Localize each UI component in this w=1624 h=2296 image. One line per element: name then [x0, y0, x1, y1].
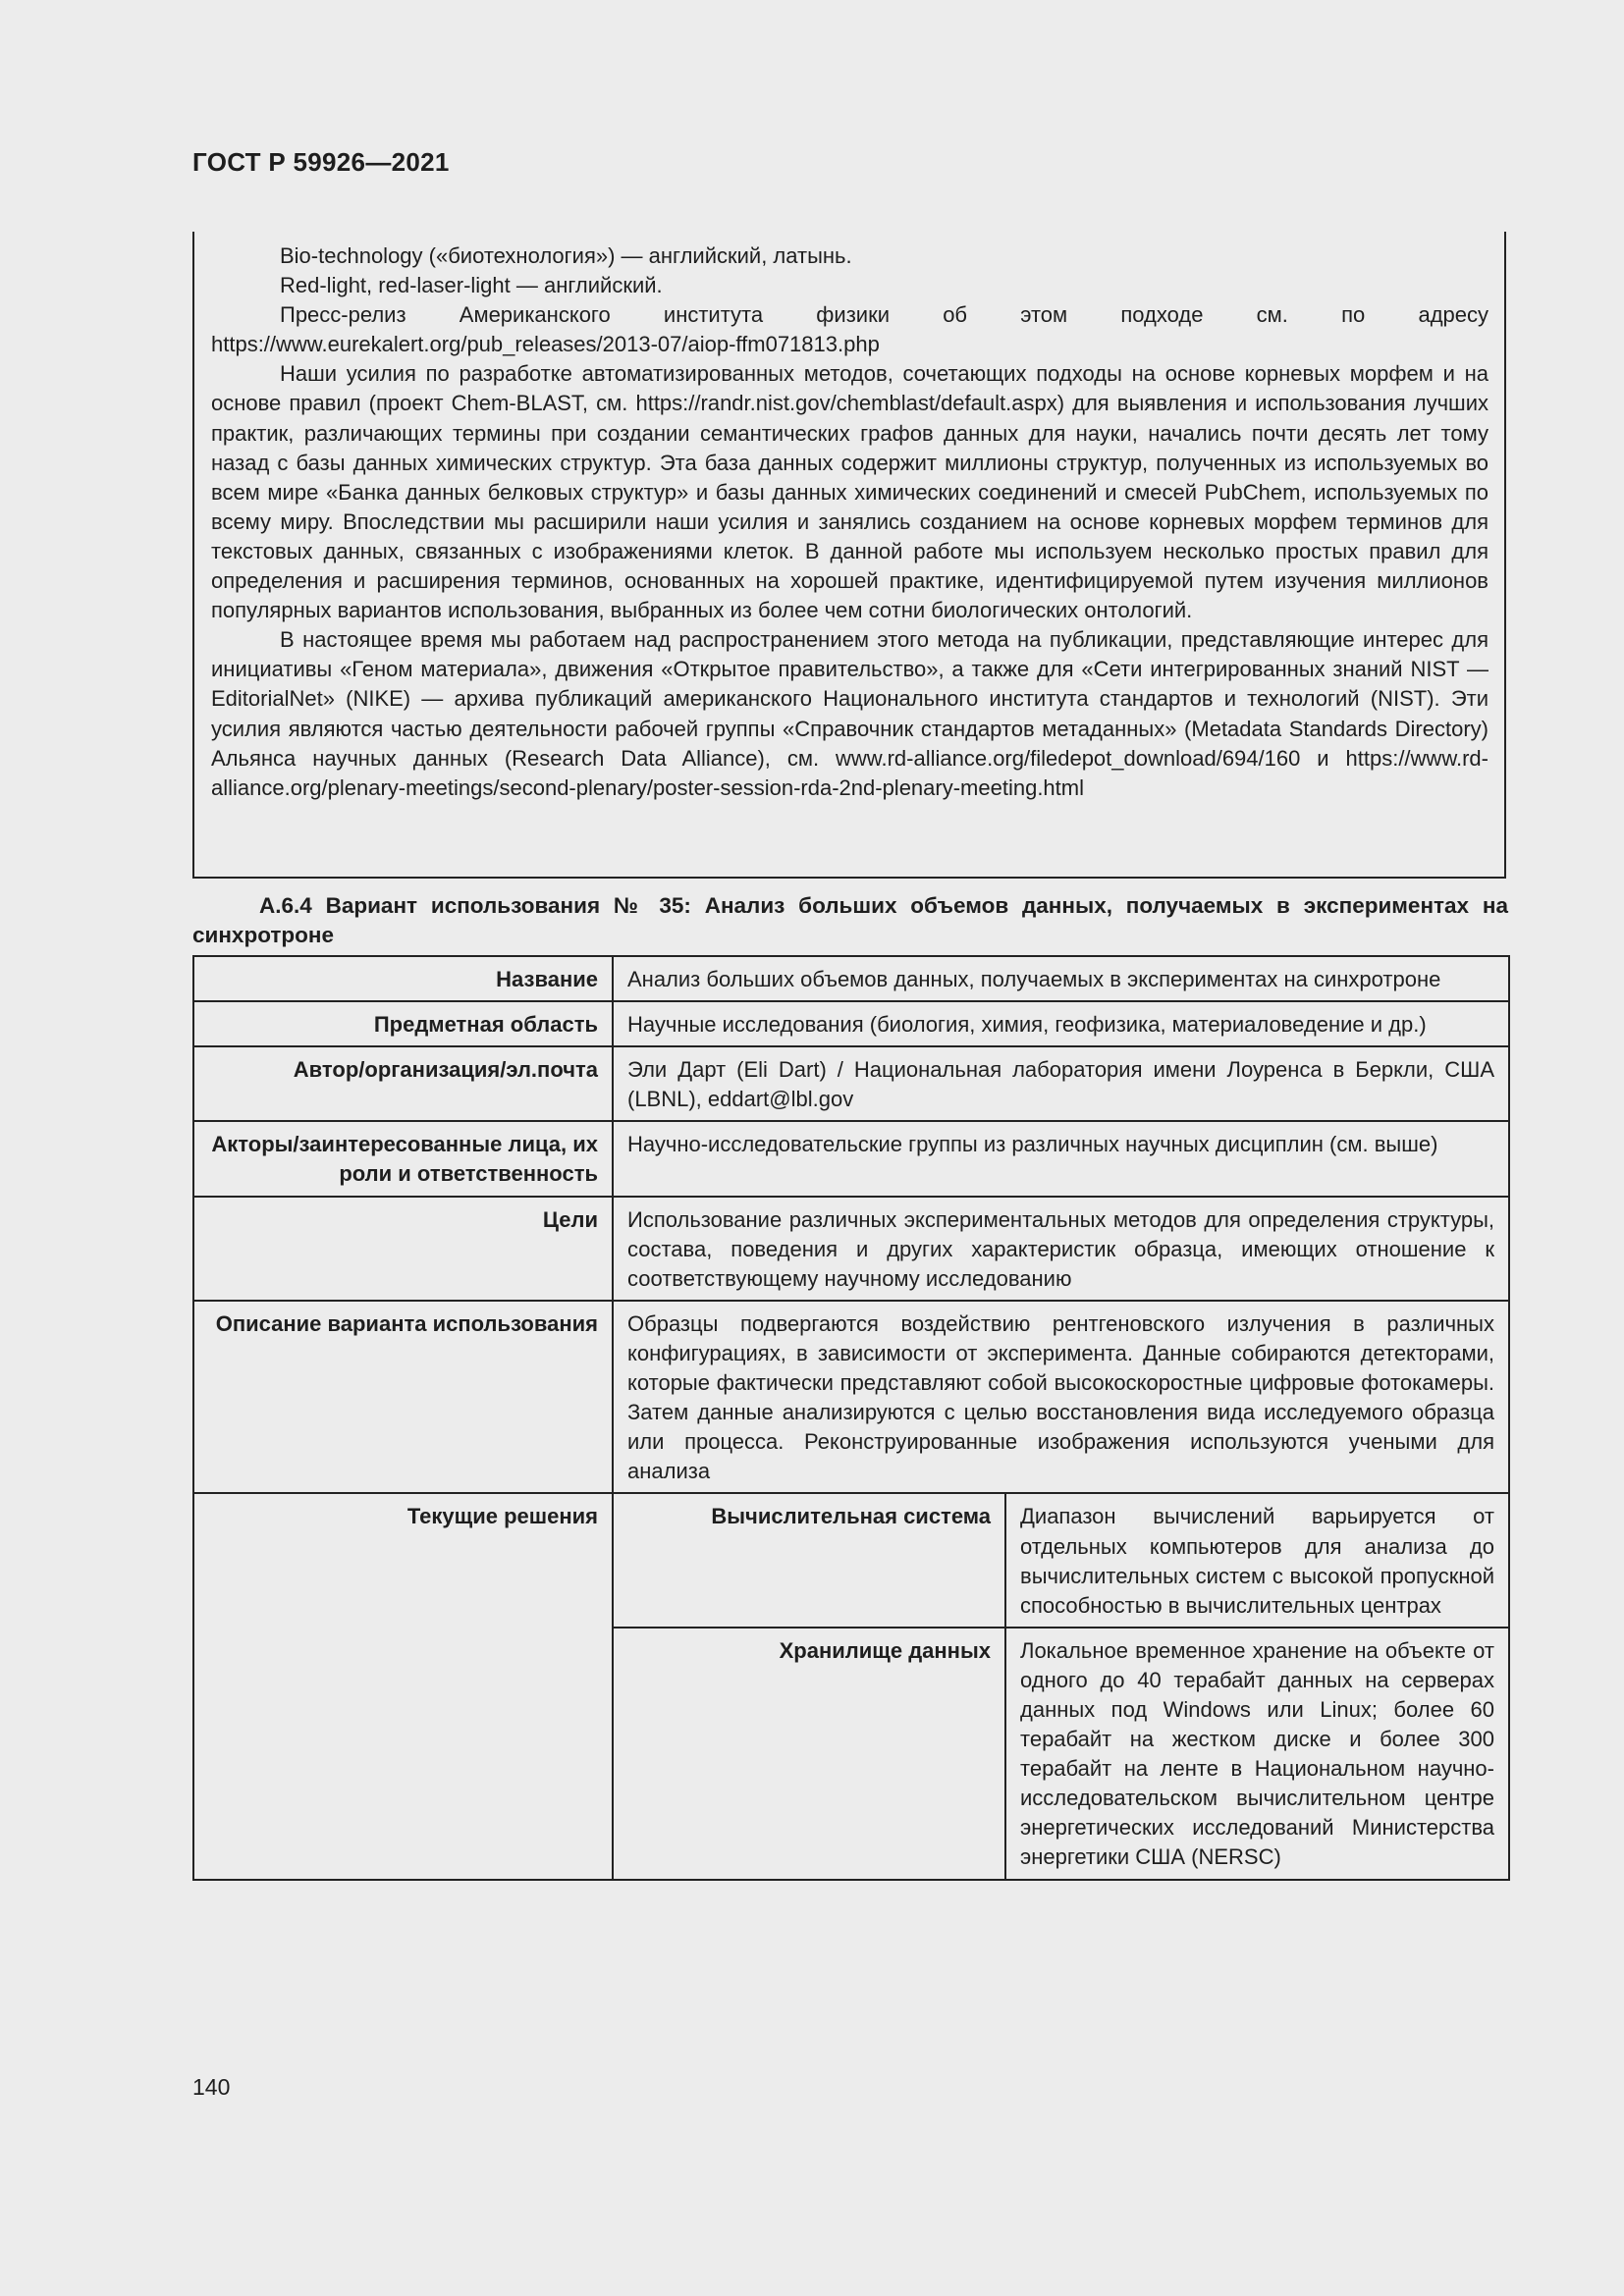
subrow-value: Диапазон вычислений варьируется от отдельных компьютеров для анализа до вычислительных систем с высокой пропускной способностью в вычислительных центрах — [1005, 1493, 1509, 1627]
row-label: Цели — [193, 1197, 613, 1301]
row-value: Научные исследования (биология, химия, геофизика, материаловедение и др.) — [613, 1001, 1509, 1046]
subrow-value: Локальное временное хранение на объекте от одного до 40 терабайт данных на серверах данных под Windows или Linux; более 60 терабайт на жестком диске и более 300 терабайт на ленте в Национальном научно-исследовательском вычислительном центре энергетических исследований Министерства энергетики США (NERSC) — [1005, 1628, 1509, 1880]
subrow-label: Хранилище данных — [613, 1628, 1005, 1880]
row-label: Предметная область — [193, 1001, 613, 1046]
row-label: Описание варианта использования — [193, 1301, 613, 1494]
continued-text-box — [192, 232, 1506, 879]
use-case-table — [192, 955, 1510, 1881]
row-label: Автор/организация/эл.почта — [193, 1046, 613, 1121]
row-value: Образцы подвергаются воздействию рентгеновского излучения в различных конфигурациях, в зависимости от эксперимента. Данные собираются детекторами, которые фактически представляют собой высокоскоростные цифровые фотокамеры. Затем данные анализируются с целью восстановления вида исследуемого образца или процесса. Реконструированные изображения используются учеными для анализа — [613, 1301, 1509, 1494]
box-paragraph: В настоящее время мы работаем над распространением этого метода на публикации, представляющие интерес для инициативы «Геном материала», движения «Открытое правительство», а также для «Сети интегрированных знаний NIST — EditorialNet» (NIKE) — архива публикаций американского Национального института стандартов и технологий (NIST). Эти усилия являются частью деятельности рабочей группы «Справочник стандартов метаданных» (Metadata Standards Directory) Альянса научных данных (Research Data Alliance), см. www.rd-alliance.org/filedepot_download/694/160 и https://www.rd-alliance.org/plenary-meetings/second-plenary/poster-session-rda-2nd-plenary-meeting.html — [211, 627, 1489, 800]
box-paragraph: Наши усилия по разработке автоматизированных методов, сочетающих подходы на основе корневых морфем и на основе правил (проект Chem-BLAST, см. https://randr.nist.gov/chemblast/default.aspx) для выявления и использования лучших практик, различающих термины при создании семантических графов данных для науки, начались почти десять лет тому назад с базы данных химических структур. Эта база данных содержит миллионы структур, полученных из используемых во всем мире «Банка данных белковых структур» и базы данных химических соединений и смесей PubChem, используемых по всему миру. Впоследствии мы расширили наши усилия и занялись созданием на основе корневых морфем терминов для текстовых данных, связанных с изображениями клеток. В данной работе мы используем несколько простых правил для определения и расширения терминов, основанных на хорошей практике, идентифицируемой путем изучения миллионов популярных вариантов использования, выбранных из более чем сотни биологических онтологий. — [211, 361, 1489, 623]
box-paragraph: Bio-technology («биотехнология») — английский, латынь. — [280, 243, 852, 268]
table-row — [193, 1301, 1509, 1494]
row-value: Эли Дарт (Eli Dart) / Национальная лаборатория имени Лоуренса в Беркли, США (LBNL), eddart@lbl.gov — [613, 1046, 1509, 1121]
table-row — [193, 956, 1509, 1001]
subrow-label: Вычислительная система — [613, 1493, 1005, 1627]
row-label: Акторы/заинтересованные лица, их роли и ответственность — [193, 1121, 613, 1196]
table-row — [193, 1001, 1509, 1046]
row-value: Использование различных экспериментальных методов для определения структуры, состава, поведения и других характеристик образца, имеющих отношение к соответствующему научному исследованию — [613, 1197, 1509, 1301]
box-paragraph: Пресс-релиз Американского института физики об этом подходе см. по адресу https://www.eurekalert.org/pub_releases/2013-07/aiop-ffm071813.php — [211, 302, 1489, 357]
page-number: 140 — [192, 2074, 231, 2100]
row-label: Текущие решения — [193, 1493, 613, 1879]
table-row — [193, 1046, 1509, 1121]
row-value: Научно-исследовательские группы из различных научных дисциплин (см. выше) — [613, 1121, 1509, 1196]
box-paragraph: Red-light, red-laser-light — английский. — [280, 273, 663, 298]
table-row — [193, 1493, 1509, 1627]
document-header: ГОСТ Р 59926—2021 — [192, 147, 450, 177]
row-label: Название — [193, 956, 613, 1001]
row-value: Анализ больших объемов данных, получаемых в экспериментах на синхротроне — [613, 956, 1509, 1001]
table-row — [193, 1197, 1509, 1301]
section-heading: А.6.4 Вариант использования № 35: Анализ больших объемов данных, получаемых в экспериментах на синхротроне — [192, 893, 1508, 947]
table-row — [193, 1121, 1509, 1196]
